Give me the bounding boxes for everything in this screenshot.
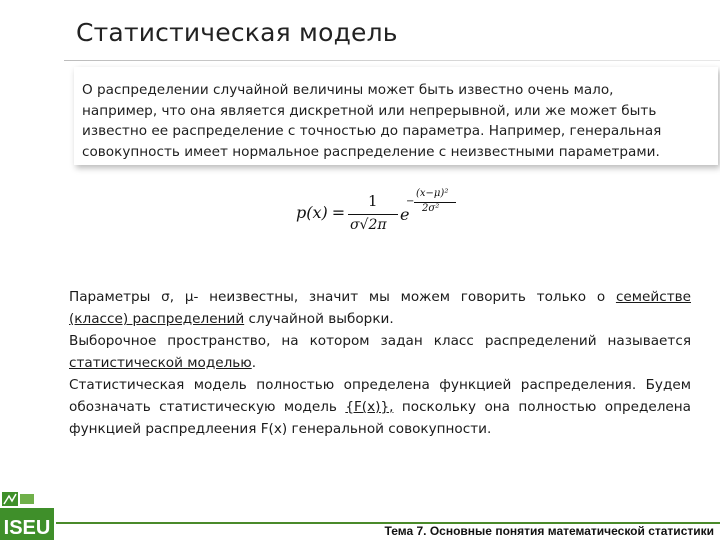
title-divider <box>64 60 720 61</box>
body-line <box>69 308 691 330</box>
body-line <box>69 396 691 418</box>
intro-line: известно ее распределение с точностью до параметра. Например, генеральная <box>82 123 662 139</box>
body-text-span: обозначать статистическую модель <box>69 399 346 415</box>
underlined-term: (классе) распределений <box>69 311 245 327</box>
underlined-term: {F(x)}, <box>345 399 394 415</box>
body-line <box>69 286 691 308</box>
body-text-span: . <box>251 355 257 371</box>
body-line: Выборочное пространство, на котором задан класс распределений называется <box>69 333 691 349</box>
normal-density-formula <box>296 186 476 242</box>
body-text-span: случайной выборки. <box>244 311 394 327</box>
formula-equals: = <box>331 203 346 222</box>
iseu-logo <box>0 490 54 540</box>
footer-topic: Тема 7. Основные понятия математической статистики <box>384 524 714 538</box>
body-text <box>69 286 691 440</box>
formula-exp-numerator: (x−μ)² <box>416 188 449 199</box>
body-line: функцией распредлеения F(x) генеральной совокупности. <box>69 421 492 437</box>
intro-box <box>74 67 718 165</box>
formula-denominator: σ√2π <box>350 217 387 233</box>
formula-fraction-bar <box>348 214 398 215</box>
formula-lhs <box>296 203 345 222</box>
intro-line: например, что она является дискретной или непрерывной, или же может быть <box>82 102 657 119</box>
intro-line: совокупность имеет нормальное распределение с неизвестными параметрами. <box>82 143 660 160</box>
formula-exp-minus: − <box>406 196 415 207</box>
body-text-span: поскольку она полностью определена <box>393 399 692 415</box>
formula-numerator: 1 <box>368 192 378 210</box>
body-text-span: Параметры σ, μ- неизвестны, значит мы можем говорить только о <box>69 289 616 305</box>
body-line: Статистическая модель полностью определена функцией распределения. Будем <box>69 377 691 393</box>
intro-line: О распределении случайной величины может быть известно очень мало, <box>82 82 614 98</box>
formula-exp-base: e <box>400 205 410 224</box>
logo-text: ISEU <box>3 517 51 539</box>
logo-emblem-square <box>20 494 34 504</box>
formula-exp-denominator: 2σ² <box>422 203 440 214</box>
underlined-term: статистической моделью <box>69 355 252 371</box>
formula-lhs-text: p(x) <box>296 203 328 222</box>
body-line <box>69 352 691 374</box>
slide-title: Статистическая модель <box>76 18 398 47</box>
underlined-term: семействе <box>615 289 691 305</box>
